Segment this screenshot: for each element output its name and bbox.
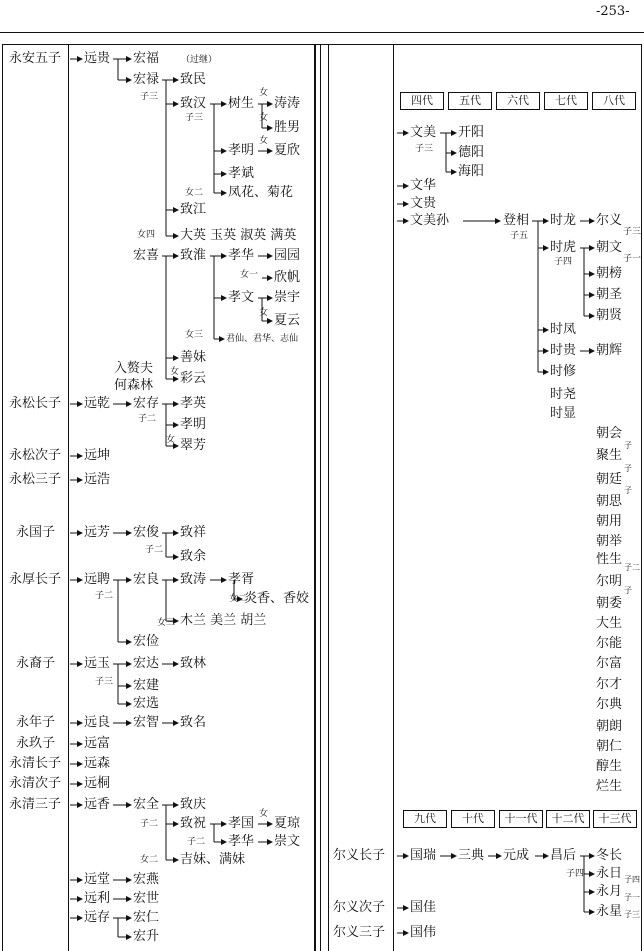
ancestor: 永安五子 [9, 51, 62, 66]
gen8-name: 尔明 [596, 574, 623, 589]
gen8-name: 醇生 [596, 759, 623, 774]
gen1-name: 远浩 [84, 472, 111, 487]
gen3-name: 木兰 美兰 胡兰 [180, 613, 267, 628]
gen2-name: 宏达 [133, 656, 160, 671]
note: 女三 [185, 330, 204, 340]
ancestor: 永清长子 [9, 756, 62, 771]
ancestor: 永清次子 [9, 776, 62, 791]
note: 女四 [137, 230, 156, 240]
gen3-name: 致江 [180, 202, 207, 217]
ancestor: 永松长子 [9, 396, 62, 411]
gen2-name: 宏俊 [133, 525, 160, 540]
gen1-name: 远聘 [84, 572, 111, 587]
gen4-name: 孝胥 [228, 572, 255, 587]
note: 子二 [187, 837, 206, 847]
gen4-name: 君仙、君华、志仙 [226, 334, 299, 344]
gen7-name: 朝榜 [596, 266, 623, 281]
gen2-name: 宏选 [133, 696, 160, 711]
gen1-name: 远利 [84, 891, 111, 906]
gen5-name: 夏欣 [274, 143, 301, 158]
gen-header: 五代 [448, 92, 492, 110]
gen5-name: 海阳 [458, 164, 485, 179]
note: 子三 [95, 677, 114, 687]
gen6-name: 时修 [550, 364, 577, 379]
note: 子二 [138, 414, 157, 424]
gen8-name: 尔典 [596, 697, 623, 712]
gen4-name: 孝华 [228, 834, 255, 849]
gen2-name: 宏世 [133, 891, 160, 906]
gen3-name: 致祥 [180, 525, 207, 540]
gen3-name: 致涛 [180, 572, 207, 587]
gen5-name: 夏琼 [274, 816, 301, 831]
gen2-name: 宏俭 [133, 634, 160, 649]
gen8-name: 朝会 [596, 426, 623, 441]
note: 女二 [185, 188, 204, 198]
gen1-name: 远森 [84, 756, 111, 771]
gen2-name: 宏福 [133, 51, 160, 66]
chain-name: 国佳 [410, 900, 437, 915]
chain-name: 昌后 [550, 848, 577, 863]
note-husband-name: 何森林 [114, 378, 154, 393]
gen4-name: 文美 [410, 125, 437, 140]
gen5-name: 开阳 [458, 125, 485, 140]
gen3-name: 善妹 [180, 350, 207, 365]
gen3-name: 大英 玉英 淑英 满英 [180, 228, 297, 243]
gen3-name: 孝英 [180, 396, 207, 411]
note: 子二 [95, 591, 114, 601]
gen8-name: 大生 [596, 616, 623, 631]
gen4-name: 孝文 [228, 290, 255, 305]
gen3-name: 翠芳 [180, 438, 207, 453]
note: 子 [624, 441, 632, 450]
gen3-name: 致余 [180, 549, 207, 564]
note: 子五 [510, 231, 529, 241]
note: 女三 [157, 618, 176, 628]
gen3-name: 致林 [180, 656, 207, 671]
gen1-name: 远堂 [84, 872, 111, 887]
ancestor: 永厚长子 [9, 572, 62, 587]
gen1-name: 远坤 [84, 448, 111, 463]
note: 女 [259, 88, 269, 98]
gen2-name: 宏升 [133, 929, 160, 944]
gen6-name: 时贵 [550, 343, 577, 358]
ancestor: 尔义次子 [333, 900, 386, 915]
note: 子一 [623, 254, 642, 264]
chain-name: 国伟 [410, 925, 437, 940]
ancestor: 永松三子 [9, 472, 62, 487]
gen2-name: 宏仁 [133, 910, 160, 925]
gen6-name: 时显 [550, 406, 577, 421]
gen4-name: 凤花、菊花 [228, 185, 294, 200]
gen1-name: 远贵 [84, 51, 111, 66]
note: 子四 [624, 875, 640, 884]
gen4-name: 孝华 [228, 248, 255, 263]
gen8-name: 朝朗 [596, 719, 623, 734]
gen7-name: 朝贤 [596, 308, 623, 323]
gen2-name: 宏建 [133, 678, 160, 693]
gen2-name: 宏燕 [133, 872, 160, 887]
gen6-name: 时尧 [550, 387, 577, 402]
gen5-name: 崇宇 [274, 290, 301, 305]
gen7-name: 尔义 [596, 213, 623, 228]
note: 子 [624, 586, 632, 595]
gen4-name: 文贵 [410, 196, 437, 211]
gen5-name: 登相 [503, 213, 530, 228]
gen8-name: 尔能 [596, 636, 623, 651]
gen3-name: 致祝 [180, 816, 207, 831]
gen4-name: 文华 [410, 178, 437, 193]
chain-name: 永日 [596, 866, 623, 881]
gen8-name: 朝用 [596, 514, 623, 529]
note: 女 [170, 367, 180, 377]
gen7-name: 朝文 [596, 240, 623, 255]
note: 子三 [415, 144, 434, 154]
gen8-name: 朝廷 [596, 472, 623, 487]
gen5-name: 欣帆 [274, 270, 301, 285]
note: 子三 [140, 92, 159, 102]
chain-name: 永星 [596, 904, 623, 919]
gen-header: 六代 [496, 92, 540, 110]
gen-header: 七代 [544, 92, 588, 110]
note-adopted: （过继） [181, 55, 218, 65]
gen1-name: 远玉 [84, 656, 111, 671]
note-husband: 入赘夫 [114, 361, 154, 376]
gen8-name: 尔富 [596, 656, 623, 671]
gen8-name: 朝思 [596, 494, 623, 509]
gen4-name: 孝明 [228, 143, 255, 158]
chain-name: 冬长 [596, 848, 623, 863]
gen4-name: 孝斌 [228, 166, 255, 181]
gen1-name: 远存 [84, 910, 111, 925]
gen6-name: 时虎 [550, 240, 577, 255]
page-number: -253- [596, 4, 630, 19]
gen5-name: 园园 [274, 248, 301, 263]
ancestor: 永松次子 [9, 448, 62, 463]
note: 子二 [145, 545, 164, 555]
gen1-name: 远芳 [84, 525, 111, 540]
gen-header: 十三代 [593, 810, 637, 828]
gen8-name: 性生 [596, 552, 623, 567]
gen8-name: 聚生 [596, 448, 623, 463]
gen2-name: 宏喜 [133, 248, 160, 263]
gen4-name: 炎香、香姣 [244, 591, 310, 606]
gen-header: 八代 [592, 92, 636, 110]
note: 女二 [140, 855, 159, 865]
gen3-name: 致淮 [180, 248, 207, 263]
gen7-name: 朝圣 [596, 287, 623, 302]
note: 女 [259, 136, 269, 146]
gen8-name: 朝仁 [596, 739, 623, 754]
gen3-name: 致庆 [180, 797, 207, 812]
gen1-name: 远桐 [84, 776, 111, 791]
gen2-name: 宏良 [133, 572, 160, 587]
note: 子三 [185, 113, 204, 123]
ancestor: 永裔子 [16, 656, 56, 671]
gen7-name: 朝辉 [596, 343, 623, 358]
gen3-name: 吉妹、满妹 [180, 852, 246, 867]
note: 女 [259, 308, 269, 318]
note: 女 [259, 809, 269, 819]
gen1-name: 远香 [84, 797, 111, 812]
gen1-name: 远良 [84, 715, 111, 730]
gen5-name: 胜男 [274, 120, 301, 135]
note: 女二 [229, 594, 248, 604]
note: 子四 [566, 869, 585, 879]
ancestor: 永玖子 [16, 736, 56, 751]
ancestor: 尔义三子 [333, 925, 386, 940]
ancestor: 尔义长子 [333, 848, 386, 863]
gen1-name: 远乾 [84, 396, 111, 411]
gen-header: 九代 [403, 810, 447, 828]
note: 女 [166, 435, 176, 445]
note: 子四 [554, 257, 573, 267]
gen-header: 十一代 [499, 810, 543, 828]
gen2-name: 宏存 [133, 396, 160, 411]
note: 子三 [623, 227, 642, 237]
ancestor: 永清三子 [9, 797, 62, 812]
gen6-name: 时凤 [550, 322, 577, 337]
gen-header: 十二代 [546, 810, 590, 828]
gen5-name: 崇文 [274, 834, 301, 849]
gen8-name: 尔才 [596, 677, 623, 692]
gen5-name: 德阳 [458, 145, 485, 160]
gen4-name: 树生 [228, 96, 255, 111]
gen3-name: 致民 [180, 72, 207, 87]
gen5-name: 夏云 [274, 313, 301, 328]
note: 子 [624, 486, 632, 495]
gen2-name: 宏禄 [133, 72, 160, 87]
gen8-name: 朝委 [596, 596, 623, 611]
note: 子 [624, 464, 632, 473]
gen4-name: 文美孙 [410, 213, 450, 228]
gen-header: 十代 [451, 810, 495, 828]
gen3-name: 孝明 [180, 417, 207, 432]
gen4-name: 孝国 [228, 816, 255, 831]
gen3-name: 致汉 [180, 96, 207, 111]
chain-name: 三典 [458, 848, 485, 863]
ancestor: 永年子 [16, 715, 56, 730]
note: 子二 [624, 563, 640, 572]
gen8-name: 烂生 [596, 779, 623, 794]
chain-name: 永月 [596, 884, 623, 899]
note: 子二 [140, 819, 159, 829]
gen5-name: 涛涛 [274, 96, 301, 111]
gen3-name: 彩云 [180, 371, 207, 386]
note: 子三 [624, 910, 640, 919]
gen2-name: 宏全 [133, 797, 160, 812]
gen8-name: 朝举 [596, 534, 623, 549]
gen-header: 四代 [400, 92, 444, 110]
gen1-name: 远富 [84, 736, 111, 751]
note: 女一 [240, 270, 259, 280]
ancestor: 永国子 [16, 525, 56, 540]
chain-name: 元成 [503, 848, 530, 863]
note: 女 [259, 113, 269, 123]
gen6-name: 时龙 [550, 213, 577, 228]
chain-name: 国瑞 [410, 848, 437, 863]
note: 子一 [624, 893, 640, 902]
gen2-name: 宏智 [133, 715, 160, 730]
gen3-name: 致名 [180, 715, 207, 730]
